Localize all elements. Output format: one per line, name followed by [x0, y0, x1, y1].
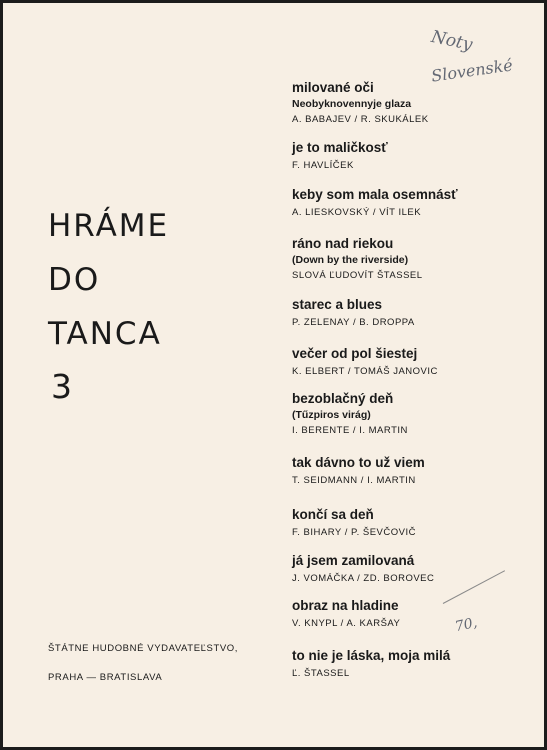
- song-title: končí sa deň: [292, 507, 374, 522]
- song-credits: F. BIHARY / P. ŠEVČOVIČ: [292, 527, 416, 538]
- song-credits: K. ELBERT / TOMÁŠ JANOVIC: [292, 366, 438, 377]
- song-title: večer od pol šiestej: [292, 346, 418, 361]
- song-title: to nie je láska, moja milá: [292, 648, 451, 663]
- song-title: starec a blues: [292, 297, 383, 312]
- song-credits: J. VOMÁČKA / ZD. BOROVEC: [292, 573, 435, 584]
- song-entry: [292, 552, 540, 586]
- song-credits: V. KNYPL / A. KARŠAY: [292, 618, 401, 629]
- song-entry: [292, 186, 540, 220]
- original-title: (Down by the riverside): [292, 254, 409, 266]
- song-entry: [292, 139, 540, 173]
- song-title: já jsem zamilovaná: [292, 553, 415, 568]
- book-title: [48, 199, 169, 361]
- title-line: HRÁME: [48, 208, 170, 244]
- handwritten-note: Slovenské: [430, 55, 514, 86]
- song-title: je to maličkosť: [292, 140, 388, 155]
- song-title: ráno nad riekou: [292, 236, 394, 251]
- song-entry: [292, 506, 540, 540]
- song-title: milované oči: [292, 80, 374, 95]
- handwritten-price: 70,: [453, 614, 479, 636]
- song-entry: [292, 296, 540, 330]
- song-entry: [292, 647, 540, 681]
- song-credits: Ľ. ŠTASSEL: [292, 668, 350, 679]
- song-title: bezoblačný deň: [292, 391, 394, 406]
- song-entry: [292, 235, 540, 283]
- song-credits: SLOVÁ ĽUDOVÍT ŠTASSEL: [292, 270, 423, 281]
- song-credits: A. LIESKOVSKÝ / VÍT ILEK: [292, 207, 422, 218]
- original-title: (Tűzpiros virág): [292, 409, 371, 421]
- song-credits: F. HAVLÍČEK: [292, 160, 354, 171]
- original-title: Neobyknovennyje glaza: [292, 98, 412, 110]
- song-credits: T. SEIDMANN / I. MARTIN: [292, 475, 416, 486]
- title-line: TANCA: [48, 316, 162, 352]
- publisher-name: ŠTÁTNE HUDOBNÉ VYDAVATEĽSTVO,: [48, 643, 239, 654]
- song-entry: [292, 79, 540, 127]
- song-entry: [292, 597, 540, 631]
- volume-number: 3: [51, 367, 72, 406]
- song-credits: I. BERENTE / I. MARTIN: [292, 425, 408, 436]
- song-entry: [292, 454, 540, 488]
- song-title: obraz na hladine: [292, 598, 399, 613]
- song-credits: A. BABAJEV / R. SKUKÁLEK: [292, 114, 429, 125]
- song-title: tak dávno to už viem: [292, 455, 425, 470]
- song-credits: P. ZELENAY / B. DROPPA: [292, 317, 415, 328]
- title-line: DO: [48, 262, 101, 298]
- song-entry: [292, 390, 540, 438]
- song-entry: [292, 345, 540, 379]
- song-title: keby som mala osemnásť: [292, 187, 458, 202]
- handwritten-note: Noty: [429, 26, 475, 56]
- publisher-cities: PRAHA — BRATISLAVA: [48, 672, 163, 683]
- publisher-block: [48, 643, 238, 684]
